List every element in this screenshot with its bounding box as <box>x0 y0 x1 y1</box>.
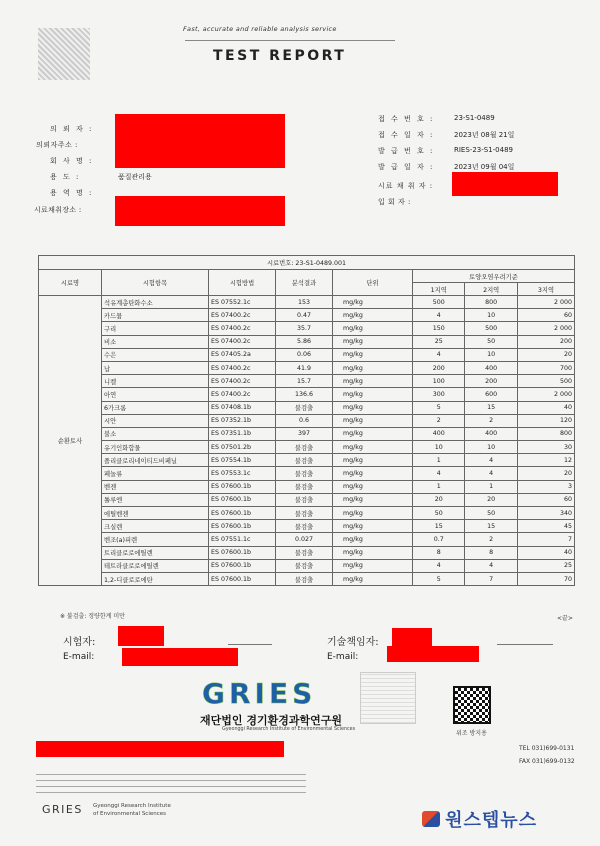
cell-unit: mg/kg <box>333 507 413 520</box>
cell-result: 불검출 <box>276 559 333 572</box>
table-row <box>39 546 575 559</box>
cell-method: ES 07600.1b <box>209 493 276 506</box>
cell-zone2: 4 <box>465 467 517 480</box>
institute-tel: TEL 031)699-0131 <box>519 745 575 752</box>
cell-method: ES 07400.2c <box>209 375 276 388</box>
table-body <box>39 296 575 586</box>
footer-line2: of Environmental Sciences <box>93 811 167 817</box>
cell-unit: mg/kg <box>333 520 413 533</box>
cell-zone1: 0.7 <box>413 533 465 546</box>
table-row <box>39 361 575 374</box>
watermark-logo <box>422 806 592 832</box>
cell-zone2: 50 <box>465 335 517 348</box>
header-zone2: 2지역 <box>465 283 517 296</box>
cell-result: 35.7 <box>276 322 333 335</box>
cell-method: ES 07600.1b <box>209 559 276 572</box>
cell-unit: mg/kg <box>333 493 413 506</box>
client-address-label: 의뢰자주소 : <box>36 141 78 149</box>
cell-unit: mg/kg <box>333 414 413 427</box>
cell-item: 불소 <box>102 427 209 440</box>
receipt-no-label: 접 수 번 호 : <box>378 115 435 123</box>
company-label: 회 사 명 : <box>50 157 94 165</box>
table-row <box>39 309 575 322</box>
cell-result: 136.6 <box>276 388 333 401</box>
cell-unit: mg/kg <box>333 361 413 374</box>
header-zone1: 1지역 <box>413 283 465 296</box>
cell-zone1: 20 <box>413 493 465 506</box>
seal-stamp <box>38 28 90 80</box>
table-row <box>39 401 575 414</box>
cell-method: ES 07405.2a <box>209 348 276 361</box>
cell-zone1: 5 <box>413 572 465 585</box>
cell-method: ES 07600.1b <box>209 546 276 559</box>
header-rule <box>185 40 395 41</box>
cell-result: 41.9 <box>276 361 333 374</box>
cell-result: 불검출 <box>276 546 333 559</box>
cell-unit: mg/kg <box>333 335 413 348</box>
tech-email-redaction <box>387 646 479 662</box>
table-row <box>39 335 575 348</box>
cell-item: 벤조(a)피렌 <box>102 533 209 546</box>
cell-result: 5.86 <box>276 335 333 348</box>
header-standard: 토양오염우려기준 <box>413 270 575 283</box>
tech-email-label: E-mail: <box>327 652 359 662</box>
table-row <box>39 533 575 546</box>
cell-unit: mg/kg <box>333 388 413 401</box>
header-result: 분석결과 <box>276 270 333 296</box>
cell-method: ES 07600.1b <box>209 507 276 520</box>
witness-label: 입 회 자 : <box>378 198 411 206</box>
cell-item: 6가크롬 <box>102 401 209 414</box>
table-row <box>39 427 575 440</box>
cell-method: ES 07501.2b <box>209 441 276 454</box>
sampling-place-label: 시료채취장소 : <box>34 206 82 214</box>
cell-method: ES 07400.2c <box>209 309 276 322</box>
cell-item: 톨루엔 <box>102 493 209 506</box>
cell-unit: mg/kg <box>333 559 413 572</box>
cell-item: 폴리클로리네이티드비페닐 <box>102 454 209 467</box>
cell-result: 불검출 <box>276 441 333 454</box>
tester-name-redaction <box>118 626 164 646</box>
cell-method: ES 07553.1c <box>209 467 276 480</box>
cell-zone3: 3 <box>517 480 574 493</box>
cell-method: ES 07400.2c <box>209 388 276 401</box>
table-row <box>39 375 575 388</box>
cell-item: 페놀류 <box>102 467 209 480</box>
cell-zone1: 300 <box>413 388 465 401</box>
table-row <box>39 348 575 361</box>
cell-zone2: 400 <box>465 427 517 440</box>
cell-result: 불검출 <box>276 572 333 585</box>
receipt-date-label: 접 수 일 자 : <box>378 131 435 139</box>
cell-zone3: 45 <box>517 520 574 533</box>
purpose-value: 품질관리용 <box>118 173 152 181</box>
client-label: 의 뢰 자 : <box>50 125 94 133</box>
table-row <box>39 520 575 533</box>
cell-zone1: 1 <box>413 454 465 467</box>
header-item: 시험항목 <box>102 270 209 296</box>
cell-zone3: 20 <box>517 348 574 361</box>
receipt-date: 2023년 08월 21일 <box>454 131 515 139</box>
cell-item: 유기인화합물 <box>102 441 209 454</box>
cell-zone1: 10 <box>413 441 465 454</box>
cell-zone2: 20 <box>465 493 517 506</box>
table-caption: 시료번호: 23-S1-0489.001 <box>39 256 575 270</box>
tester-signature <box>228 634 272 645</box>
cell-zone1: 100 <box>413 375 465 388</box>
sampler-label: 시료 채 취 자 : <box>378 182 434 190</box>
institute-name-ko: 재단법인 경기환경과학연구원 <box>200 714 342 727</box>
cell-item: 수은 <box>102 348 209 361</box>
cell-item: 테트라클로로에틸렌 <box>102 559 209 572</box>
cell-zone3: 60 <box>517 309 574 322</box>
cell-zone3: 60 <box>517 493 574 506</box>
purpose-label: 용 도 : <box>50 173 81 181</box>
cell-zone1: 200 <box>413 361 465 374</box>
tester-email-label: E-mail: <box>63 652 95 662</box>
cell-method: ES 07600.1b <box>209 520 276 533</box>
cell-unit: mg/kg <box>333 441 413 454</box>
cell-zone1: 1 <box>413 480 465 493</box>
cell-item: 구리 <box>102 322 209 335</box>
client-redaction <box>115 114 285 168</box>
table-row <box>39 559 575 572</box>
cell-method: ES 07408.1b <box>209 401 276 414</box>
cell-zone2: 800 <box>465 296 517 309</box>
cell-unit: mg/kg <box>333 467 413 480</box>
cell-item: 비소 <box>102 335 209 348</box>
cell-unit: mg/kg <box>333 322 413 335</box>
cell-zone1: 25 <box>413 335 465 348</box>
cell-item: 트리클로로에틸렌 <box>102 546 209 559</box>
cell-unit: mg/kg <box>333 480 413 493</box>
address-redaction <box>36 741 284 757</box>
sample-name-cell: 순환토사 <box>39 296 102 586</box>
cell-zone2: 4 <box>465 454 517 467</box>
cell-result: 불검출 <box>276 493 333 506</box>
cell-result: 397 <box>276 427 333 440</box>
cell-zone3: 7 <box>517 533 574 546</box>
cell-zone2: 8 <box>465 546 517 559</box>
header-method: 시험방법 <box>209 270 276 296</box>
cell-zone3: 120 <box>517 414 574 427</box>
cell-result: 불검출 <box>276 401 333 414</box>
cell-zone3: 800 <box>517 427 574 440</box>
cell-zone2: 1 <box>465 480 517 493</box>
cell-zone2: 200 <box>465 375 517 388</box>
cell-zone3: 70 <box>517 572 574 585</box>
watermark-text: 원스텝뉴스 <box>445 810 538 831</box>
cell-method: ES 07400.2c <box>209 361 276 374</box>
cell-unit: mg/kg <box>333 546 413 559</box>
cell-zone1: 400 <box>413 427 465 440</box>
table-row <box>39 388 575 401</box>
cell-zone1: 5 <box>413 401 465 414</box>
cell-zone2: 7 <box>465 572 517 585</box>
table-row <box>39 296 575 309</box>
header-zone3: 3지역 <box>517 283 574 296</box>
cell-zone2: 2 <box>465 414 517 427</box>
cell-zone1: 2 <box>413 414 465 427</box>
cell-method: ES 07554.1b <box>209 454 276 467</box>
cell-zone1: 4 <box>413 559 465 572</box>
results-table <box>38 255 575 586</box>
cell-method: ES 07352.1b <box>209 414 276 427</box>
sampler-redaction <box>452 172 558 196</box>
footer-brand: GRIES <box>42 803 83 816</box>
qr-code <box>453 686 491 724</box>
cell-zone3: 500 <box>517 375 574 388</box>
cell-unit: mg/kg <box>333 309 413 322</box>
gries-logo <box>202 679 360 709</box>
gries-logo-text: GRIES <box>202 677 317 710</box>
cell-unit: mg/kg <box>333 533 413 546</box>
watermark-icon <box>422 811 440 827</box>
cell-method: ES 07551.1c <box>209 533 276 546</box>
header-unit: 단위 <box>333 270 413 296</box>
cell-method: ES 07600.1b <box>209 480 276 493</box>
issue-no: RIES-23-S1-0489 <box>454 146 513 154</box>
issue-date: 2023년 09월 04일 <box>454 163 515 171</box>
cell-zone2: 500 <box>465 322 517 335</box>
institute-name-en: Gyeonggi Research Institute of Environmental Sciences <box>222 727 356 732</box>
cell-method: ES 07351.1b <box>209 427 276 440</box>
cell-zone3: 40 <box>517 401 574 414</box>
table-row <box>39 414 575 427</box>
cell-result: 불검출 <box>276 454 333 467</box>
tester-label: 시험자: <box>63 637 96 648</box>
cell-zone1: 4 <box>413 348 465 361</box>
cell-result: 불검출 <box>276 480 333 493</box>
table-footnote: ※ 불검출: 정량한계 미만 <box>60 613 125 620</box>
cell-zone2: 4 <box>465 559 517 572</box>
cell-item: 벤젠 <box>102 480 209 493</box>
cell-result: 0.027 <box>276 533 333 546</box>
institute-fax: FAX 031)699-0132 <box>519 758 575 765</box>
cell-zone3: 2 000 <box>517 388 574 401</box>
cell-method: ES 07552.1c <box>209 296 276 309</box>
cell-item: 시안 <box>102 414 209 427</box>
cell-unit: mg/kg <box>333 427 413 440</box>
cell-zone2: 15 <box>465 520 517 533</box>
cell-item: 석유계총탄화수소 <box>102 296 209 309</box>
cell-result: 0.06 <box>276 348 333 361</box>
cell-zone2: 10 <box>465 309 517 322</box>
fine-print <box>36 771 306 793</box>
cell-zone3: 200 <box>517 335 574 348</box>
institute-seal <box>360 672 416 724</box>
cell-result: 불검출 <box>276 467 333 480</box>
cell-result: 불검출 <box>276 520 333 533</box>
cell-unit: mg/kg <box>333 401 413 414</box>
cell-zone2: 2 <box>465 533 517 546</box>
cell-zone3: 20 <box>517 467 574 480</box>
cell-zone2: 15 <box>465 401 517 414</box>
cell-unit: mg/kg <box>333 454 413 467</box>
cell-unit: mg/kg <box>333 572 413 585</box>
tech-manager-signature <box>497 634 553 645</box>
cell-zone3: 25 <box>517 559 574 572</box>
cell-zone2: 600 <box>465 388 517 401</box>
cell-zone3: 30 <box>517 441 574 454</box>
qr-caption: 위조 방지용 <box>456 730 487 737</box>
table-end-mark: <끝> <box>557 615 573 622</box>
cell-result: 153 <box>276 296 333 309</box>
cell-unit: mg/kg <box>333 348 413 361</box>
cell-zone3: 700 <box>517 361 574 374</box>
issue-date-label: 발 급 일 자 : <box>378 163 435 171</box>
cell-zone1: 500 <box>413 296 465 309</box>
table-row <box>39 493 575 506</box>
cell-zone3: 12 <box>517 454 574 467</box>
cell-zone2: 10 <box>465 441 517 454</box>
table-row <box>39 480 575 493</box>
cell-item: 1,2-디클로로에탄 <box>102 572 209 585</box>
table-row <box>39 507 575 520</box>
cell-item: 크실렌 <box>102 520 209 533</box>
table-row <box>39 572 575 585</box>
cell-zone1: 4 <box>413 467 465 480</box>
cell-zone2: 50 <box>465 507 517 520</box>
cell-zone1: 15 <box>413 520 465 533</box>
table-row <box>39 467 575 480</box>
cell-result: 0.47 <box>276 309 333 322</box>
cell-zone1: 150 <box>413 322 465 335</box>
service-area-label: 용 역 명 : <box>50 189 94 197</box>
cell-zone1: 8 <box>413 546 465 559</box>
cell-result: 불검출 <box>276 507 333 520</box>
cell-zone1: 4 <box>413 309 465 322</box>
cell-method: ES 07400.2c <box>209 335 276 348</box>
cell-item: 카드뮴 <box>102 309 209 322</box>
tech-manager-redaction <box>392 628 432 646</box>
cell-item: 납 <box>102 361 209 374</box>
cell-method: ES 07400.2c <box>209 322 276 335</box>
page-title: TEST REPORT <box>213 48 347 64</box>
cell-item: 니켈 <box>102 375 209 388</box>
cell-zone2: 400 <box>465 361 517 374</box>
issue-no-label: 발 급 번 호 : <box>378 147 435 155</box>
receipt-no: 23-S1-0489 <box>454 114 495 122</box>
cell-zone2: 10 <box>465 348 517 361</box>
header-tagline: Fast, accurate and reliable analysis service <box>183 25 337 33</box>
cell-zone3: 2 000 <box>517 322 574 335</box>
table-row <box>39 454 575 467</box>
footer-line1: Gyeonggi Research Institute <box>93 803 171 809</box>
cell-zone1: 50 <box>413 507 465 520</box>
cell-zone3: 40 <box>517 546 574 559</box>
cell-result: 15.7 <box>276 375 333 388</box>
cell-unit: mg/kg <box>333 296 413 309</box>
cell-item: 아연 <box>102 388 209 401</box>
cell-method: ES 07600.1b <box>209 572 276 585</box>
header-sample: 시료명 <box>39 270 102 296</box>
table-row <box>39 322 575 335</box>
tech-manager-label: 기술책임자: <box>327 637 379 648</box>
tester-email-redaction <box>122 648 238 666</box>
table-row <box>39 441 575 454</box>
sampling-place-redaction <box>115 196 285 226</box>
cell-result: 0.6 <box>276 414 333 427</box>
cell-item: 에틸벤젠 <box>102 507 209 520</box>
cell-unit: mg/kg <box>333 375 413 388</box>
cell-zone3: 340 <box>517 507 574 520</box>
cell-zone3: 2 000 <box>517 296 574 309</box>
